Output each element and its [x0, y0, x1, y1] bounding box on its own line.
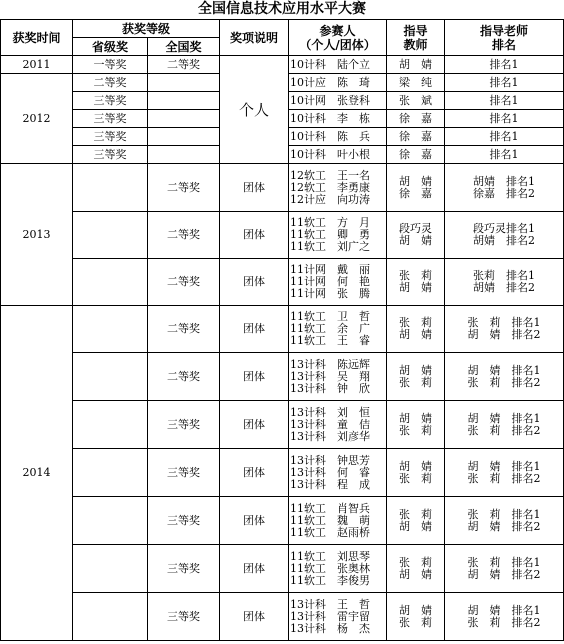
teacher-line: 胡 婧 — [399, 603, 433, 617]
teacher-cell: 徐 嘉 — [387, 128, 445, 146]
header-award-time: 获奖时间 — [1, 20, 73, 56]
header-teacher-line2: 教师 — [403, 37, 428, 52]
participant-line: 13计科 刘彦华 — [290, 429, 371, 443]
teacher-line: 胡 婧 — [399, 281, 433, 294]
table-row — [1, 56, 564, 74]
teacher-cell — [387, 306, 445, 353]
rank-line: 张 莉 排名1 — [467, 555, 541, 569]
rank-cell: 排名1 — [445, 56, 564, 74]
rank-line: 胡 婧 排名2 — [467, 567, 541, 581]
rank-line: 张 莉 排名1 — [467, 507, 541, 521]
award-desc-team: 团体 — [220, 259, 289, 306]
header-participants-line2: （个人/团体） — [299, 37, 376, 52]
teacher-cell: 张 斌 — [387, 92, 445, 110]
participant-cell — [289, 401, 387, 449]
header-provincial: 省级奖 — [73, 38, 148, 56]
teacher-line: 徐 嘉 — [399, 186, 433, 200]
header-rank-line2: 排名 — [492, 37, 517, 52]
rank-cell — [445, 259, 564, 306]
teacher-cell — [387, 259, 445, 306]
teacher-cell — [387, 545, 445, 593]
participant-line: 13计科 吴 翔 — [290, 369, 371, 383]
provincial-award-cell — [73, 401, 148, 449]
award-desc-team: 团体 — [220, 164, 289, 212]
participant-cell — [289, 545, 387, 593]
national-award-cell: 三等奖 — [148, 449, 220, 497]
provincial-award-cell: 三等奖 — [73, 110, 148, 128]
provincial-award-cell — [73, 497, 148, 545]
teacher-cell: 徐 嘉 — [387, 110, 445, 128]
year-cell: 2011 — [1, 56, 73, 74]
participant-cell — [289, 306, 387, 353]
table-row — [1, 259, 564, 306]
participant-line: 13计科 刘 恒 — [290, 405, 371, 419]
provincial-award-cell — [73, 593, 148, 641]
table-row — [1, 545, 564, 593]
participant-line: 12软工 李勇康 — [290, 180, 371, 194]
teacher-line: 张 莉 — [399, 269, 433, 282]
national-award-cell: 三等奖 — [148, 545, 220, 593]
awards-table — [0, 19, 564, 641]
table-row — [1, 306, 564, 353]
provincial-award-cell: 三等奖 — [73, 128, 148, 146]
award-desc-team: 团体 — [220, 449, 289, 497]
rank-cell — [445, 306, 564, 353]
award-desc-team: 团体 — [220, 353, 289, 401]
rank-cell — [445, 545, 564, 593]
sheet-title: 全国信息技术应用水平大赛 — [198, 1, 366, 17]
participant-cell: 10计应 陈 琦 — [289, 74, 387, 92]
participant-cell — [289, 212, 387, 259]
participant-line: 13计科 何 睿 — [290, 465, 371, 479]
teacher-line: 张 莉 — [399, 316, 433, 329]
participant-line: 12软工 王一名 — [290, 168, 371, 182]
rank-line: 胡 婧 排名1 — [467, 411, 541, 425]
table-row — [1, 497, 564, 545]
teacher-cell — [387, 449, 445, 497]
provincial-award-cell — [73, 353, 148, 401]
national-award-cell: 二等奖 — [148, 164, 220, 212]
rank-cell — [445, 212, 564, 259]
table-row — [1, 164, 564, 212]
participant-line: 11软工 刘思琴 — [290, 549, 371, 563]
rank-cell: 排名1 — [445, 128, 564, 146]
provincial-award-cell: 三等奖 — [73, 92, 148, 110]
participant-line: 11计网 何 艳 — [290, 275, 371, 288]
participant-line: 11软工 卫 哲 — [290, 310, 371, 323]
teacher-line: 张 莉 — [399, 375, 433, 389]
national-award-cell: 二等奖 — [148, 353, 220, 401]
award-desc-team: 团体 — [220, 545, 289, 593]
national-award-cell: 三等奖 — [148, 401, 220, 449]
provincial-award-cell: 三等奖 — [73, 146, 148, 164]
teacher-line: 张 莉 — [399, 471, 433, 485]
national-award-cell — [148, 128, 220, 146]
award-desc-individual: 个人 — [220, 56, 289, 164]
teacher-line: 胡 婧 — [399, 174, 433, 188]
national-award-cell: 三等奖 — [148, 497, 220, 545]
participant-line: 11计网 张 腾 — [290, 287, 371, 300]
teacher-line: 段巧灵 — [399, 222, 433, 235]
header-national: 全国奖 — [148, 38, 220, 56]
participant-line: 13计科 雷宇留 — [290, 609, 371, 623]
provincial-award-cell — [73, 212, 148, 259]
rank-line: 胡 婧 排名1 — [467, 459, 541, 473]
year-cell: 2012 — [1, 74, 73, 164]
national-award-cell — [148, 110, 220, 128]
teacher-line: 张 莉 — [399, 615, 433, 629]
header-award-level: 获奖等级 — [73, 20, 220, 38]
provincial-award-cell — [73, 449, 148, 497]
rank-cell — [445, 593, 564, 641]
teacher-cell — [387, 401, 445, 449]
participant-cell: 10计网 张登科 — [289, 92, 387, 110]
header-award-desc: 奖项说明 — [220, 20, 289, 56]
teacher-line: 胡 婧 — [399, 234, 433, 247]
award-desc-team: 团体 — [220, 401, 289, 449]
teacher-line: 胡 婧 — [399, 363, 433, 377]
rank-line: 胡 婧 排名2 — [467, 328, 541, 341]
table-row — [1, 401, 564, 449]
rank-cell: 排名1 — [445, 74, 564, 92]
teacher-line: 胡 婧 — [399, 519, 433, 533]
rank-cell: 排名1 — [445, 92, 564, 110]
provincial-award-cell — [73, 164, 148, 212]
national-award-cell — [148, 74, 220, 92]
year-cell: 2014 — [1, 306, 73, 641]
rank-line: 胡 婧 排名2 — [467, 519, 541, 533]
participant-line: 11软工 肖智兵 — [290, 501, 371, 515]
participant-line: 11计网 戴 丽 — [290, 263, 371, 276]
rank-cell: 排名1 — [445, 110, 564, 128]
award-desc-team: 团体 — [220, 497, 289, 545]
participant-line: 13计科 童 佶 — [290, 417, 371, 431]
rank-line: 胡婧 排名2 — [473, 281, 536, 294]
rank-cell: 排名1 — [445, 146, 564, 164]
rank-cell — [445, 353, 564, 401]
rank-line: 胡 婧 排名1 — [467, 363, 541, 377]
national-award-cell — [148, 92, 220, 110]
table-row — [1, 449, 564, 497]
rank-cell — [445, 401, 564, 449]
award-desc-team: 团体 — [220, 593, 289, 641]
rank-line: 张 莉 排名2 — [467, 615, 541, 629]
participant-line: 11软工 卿 勇 — [290, 228, 371, 241]
teacher-cell — [387, 212, 445, 259]
teacher-line: 张 莉 — [399, 423, 433, 437]
participant-line: 13计科 王 哲 — [290, 597, 371, 611]
rank-line: 胡婧 排名1 — [473, 174, 536, 188]
participant-line: 11软工 刘广之 — [290, 240, 371, 253]
participant-cell — [289, 259, 387, 306]
participant-line: 11软工 魏 萌 — [290, 513, 371, 527]
rank-line: 胡婧 排名2 — [473, 234, 536, 247]
participant-line: 13计科 程 成 — [290, 477, 371, 491]
rank-line: 张 莉 排名1 — [467, 316, 541, 329]
national-award-cell — [148, 146, 220, 164]
provincial-award-cell: 一等奖 — [73, 56, 148, 74]
table-row — [1, 212, 564, 259]
teacher-cell — [387, 497, 445, 545]
participant-cell — [289, 164, 387, 212]
participant-cell — [289, 497, 387, 545]
header-participants-line1: 参赛人 — [319, 23, 356, 38]
teacher-cell: 梁 纯 — [387, 74, 445, 92]
national-award-cell: 三等奖 — [148, 593, 220, 641]
participant-cell: 10计科 李 栋 — [289, 110, 387, 128]
rank-line: 张 莉 排名2 — [467, 375, 541, 389]
participant-line: 13计科 杨 杰 — [290, 621, 371, 635]
participant-line: 12计应 向功涛 — [290, 192, 371, 206]
rank-line: 徐嘉 排名2 — [473, 186, 536, 200]
teacher-line: 胡 婧 — [399, 459, 433, 473]
national-award-cell: 二等奖 — [148, 212, 220, 259]
participant-cell: 10计科 叶小根 — [289, 146, 387, 164]
teacher-line: 胡 婧 — [399, 328, 433, 341]
participant-cell — [289, 593, 387, 641]
participant-line: 11软工 赵雨桥 — [290, 525, 371, 539]
rank-line: 胡 婧 排名1 — [467, 603, 541, 617]
teacher-cell: 徐 嘉 — [387, 146, 445, 164]
rank-cell — [445, 497, 564, 545]
teacher-line: 胡 婧 — [399, 567, 433, 581]
award-desc-team: 团体 — [220, 306, 289, 353]
rank-cell — [445, 449, 564, 497]
teacher-line: 胡 婧 — [399, 411, 433, 425]
participant-cell — [289, 353, 387, 401]
rank-line: 段巧灵排名1 — [473, 222, 536, 235]
participant-line: 13计科 陈远辉 — [290, 357, 371, 371]
participant-line: 13计科 钟思芳 — [290, 453, 371, 467]
provincial-award-cell — [73, 259, 148, 306]
provincial-award-cell — [73, 306, 148, 353]
rank-line: 张 莉 排名2 — [467, 471, 541, 485]
award-desc-team: 团体 — [220, 212, 289, 259]
header-teacher — [387, 20, 445, 56]
national-award-cell: 二等奖 — [148, 56, 220, 74]
year-cell: 2013 — [1, 164, 73, 306]
participant-cell — [289, 449, 387, 497]
participant-line: 11软工 余 广 — [290, 322, 371, 335]
header-teacher-line1: 指导 — [403, 23, 428, 38]
header-row-1 — [1, 20, 564, 38]
rank-line: 张莉 排名1 — [473, 269, 536, 282]
rank-line: 张 莉 排名2 — [467, 423, 541, 437]
participant-line: 11软工 张奥林 — [290, 561, 371, 575]
participant-line: 11软工 李俊男 — [290, 573, 371, 587]
participant-cell: 10计科 陈 兵 — [289, 128, 387, 146]
header-rank-line1: 指导老师 — [480, 23, 529, 38]
provincial-award-cell — [73, 545, 148, 593]
national-award-cell: 二等奖 — [148, 259, 220, 306]
table-row — [1, 353, 564, 401]
participant-cell: 10计科 陆个立 — [289, 56, 387, 74]
teacher-cell: 胡 婧 — [387, 56, 445, 74]
participant-line: 13计科 钟 欣 — [290, 381, 371, 395]
header-teacher-rank — [445, 20, 564, 56]
teacher-line: 张 莉 — [399, 555, 433, 569]
participant-line: 11软工 王 睿 — [290, 334, 371, 347]
rank-cell — [445, 164, 564, 212]
header-participants — [289, 20, 387, 56]
national-award-cell: 二等奖 — [148, 306, 220, 353]
participant-line: 11软工 方 月 — [290, 216, 371, 229]
teacher-cell — [387, 164, 445, 212]
table-row — [1, 593, 564, 641]
teacher-line: 张 莉 — [399, 507, 433, 521]
provincial-award-cell: 二等奖 — [73, 74, 148, 92]
teacher-cell — [387, 593, 445, 641]
teacher-cell — [387, 353, 445, 401]
